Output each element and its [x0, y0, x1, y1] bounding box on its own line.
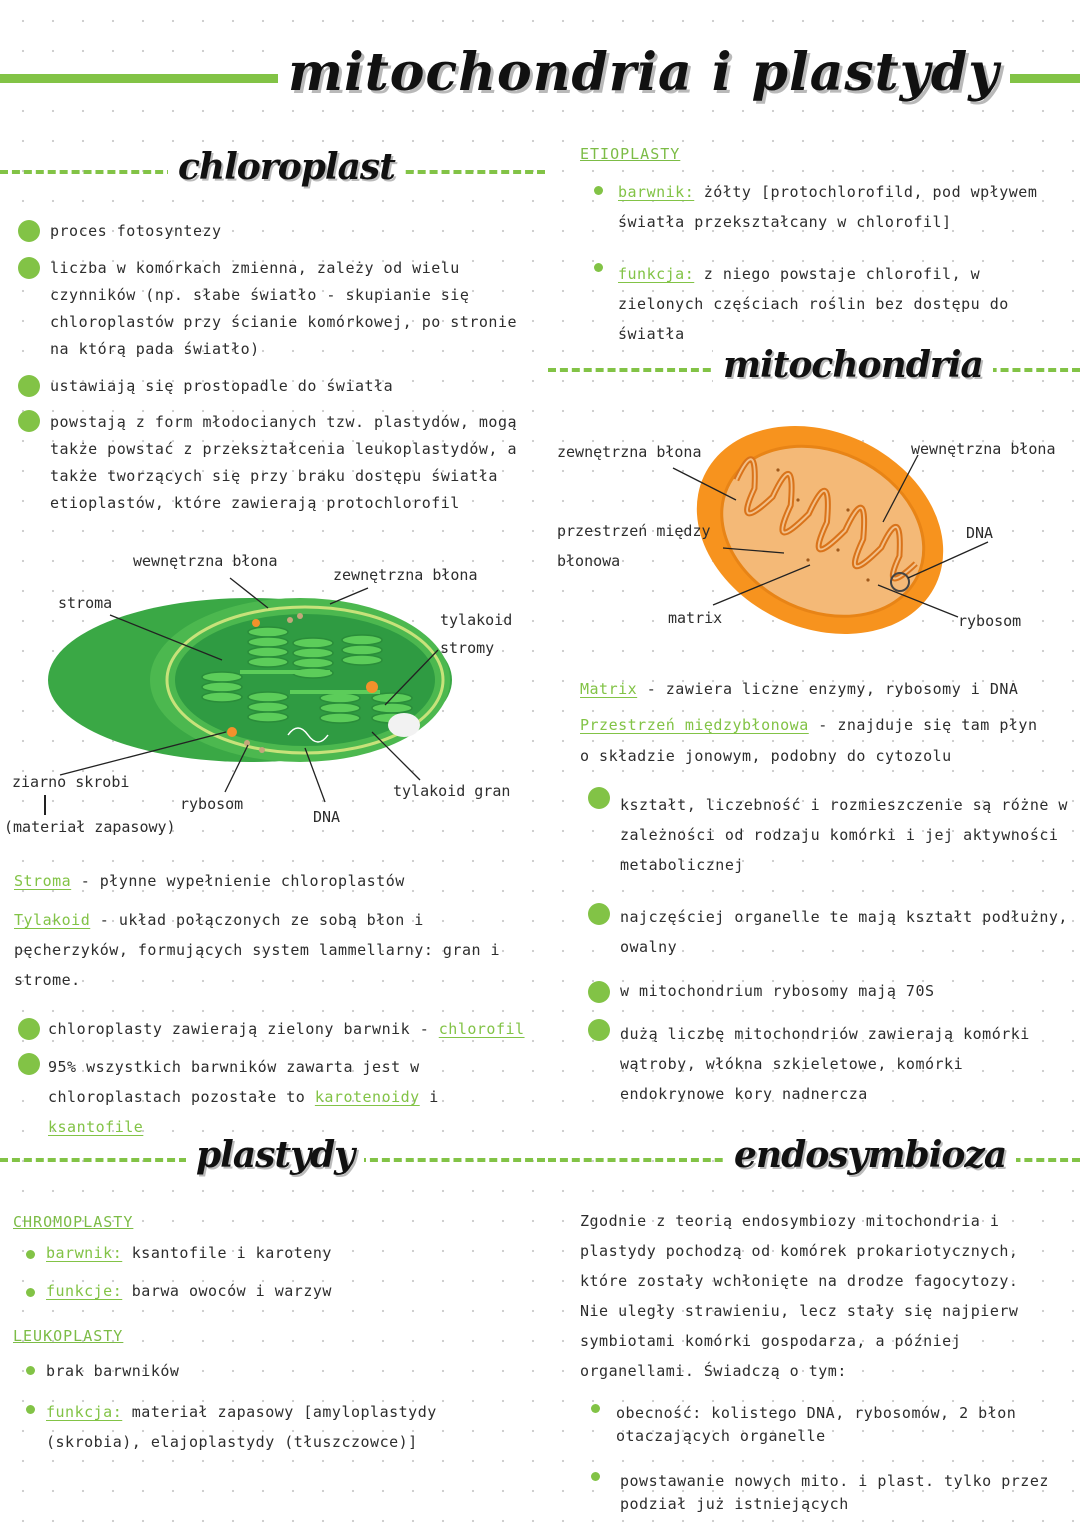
bullet-dot	[18, 257, 40, 279]
chromo-funkcje-label: funkcje:	[46, 1282, 123, 1300]
endosymbioza-bullet-2: powstawanie nowych mito. i plast. tylko przez podział już istniejących	[620, 1472, 1049, 1513]
chromoplasty-barwnik	[46, 1240, 526, 1267]
chromo-funkcje-text: barwa owoców i warzyw	[122, 1282, 332, 1300]
pigments-text: chloroplasty zawierają zielony barwnik -	[48, 1020, 439, 1038]
intermembrane-def: - znajduje się tam płyn o składzie jonowym, podobny do cytozolu	[580, 716, 1038, 765]
bullet-dot	[26, 1288, 35, 1297]
bullet-dot	[26, 1366, 35, 1375]
bullet-dot	[18, 1053, 40, 1075]
bullet-dot	[591, 1404, 600, 1413]
mito-bullet-1: kształt, liczebność i rozmieszczenie są różne w zależności od rodzaju komórki i jej aktywności metabolicznej	[620, 796, 1068, 874]
bullet-dot	[18, 220, 40, 242]
percent-bullet	[48, 1052, 543, 1142]
endosymbioza-bullet-1: obecność: kolistego DNA, rybosomów, 2 błon otaczających organelle	[616, 1404, 1017, 1445]
chloro-label-stroma-thylakoid: tylakoid stromy	[440, 611, 513, 657]
barwnik-text: żółty [protochlorofild, pod wpływem światła przekształcany w chlorofil]	[618, 183, 1038, 231]
chloro-label-inner-membrane: wewnętrzna błona	[133, 552, 278, 570]
bullet-dot	[588, 787, 610, 809]
funkcja-text: z niego powstaje chlorofil, w zielonych częściach roślin bez dostępu do światła	[618, 265, 1009, 343]
stroma-def: - płynne wypełnienie chloroplastów	[71, 872, 405, 890]
chloroplast-bullet-4: powstają z form młodocianych tzw. plastydów, mogą także powstać z przekształcenia leukoplastydów, a także tworzących się przy braku dostępu światła etioplastów, które zawierają protochlorofil	[50, 413, 518, 512]
bullet-dot	[26, 1405, 35, 1414]
bullet-dot	[18, 410, 40, 432]
leuko-funkcja-text: materiał zapasowy [amyloplastydy (skrobia), elajoplastydy (tłuszczowce)]	[46, 1403, 437, 1451]
mito-bullet-2: najczęściej organelle te mają kształt podłużny, owalny	[620, 908, 1068, 956]
karotenoidy-term: karotenoidy	[314, 1088, 420, 1106]
page-title: mitochondria i plastydy	[278, 42, 1010, 103]
chloroplast-bullet-1: proces fotosyntezy	[50, 222, 222, 240]
etioplasty-funkcja	[618, 259, 1068, 349]
mito-label-ribosome: rybosom	[958, 612, 1022, 630]
etioplasty-barwnik	[618, 177, 1068, 237]
leuko-funkcja-label: funkcja:	[46, 1403, 123, 1421]
plastydy-heading: plastydy	[186, 1134, 364, 1176]
bullet-dot	[18, 1018, 40, 1040]
chloroplast-bullet-2: liczba w komórkach zmienna, zależy od wielu czynników (np. słabe światło - skupianie się chloroplastów przy ścianie komórkowej, po stronie na którą pada światło)	[50, 259, 518, 358]
chloro-label-outer-membrane: zewnętrzna błona	[333, 566, 478, 584]
percent-text: 95% wszystkich barwników zawarta jest w chloroplastach pozostałe to	[48, 1058, 420, 1106]
chromoplasty-heading: CHROMOPLASTY	[13, 1213, 134, 1231]
leukoplasty-funkcja	[46, 1397, 466, 1457]
mito-bullet-3: w mitochondrium rybosomy mają 70S	[620, 982, 935, 1000]
matrix-term: Matrix	[580, 680, 638, 698]
chloro-label-ribosome: rybosom	[180, 795, 244, 813]
bullet-dot	[588, 981, 610, 1003]
intermembrane-definition	[580, 710, 1055, 772]
mito-label-outer-membrane: zewnętrzna błona	[557, 443, 702, 461]
chloroplast-heading: chloroplast	[168, 146, 405, 188]
chloro-label-dna: DNA	[313, 808, 341, 826]
bullet-dot	[588, 1019, 610, 1041]
barwnik-label: barwnik:	[618, 183, 695, 201]
chloro-label-grana: tylakoid gran	[393, 782, 511, 800]
percent-and: i	[419, 1088, 439, 1106]
endosymbioza-paragraph: Zgodnie z teorią endosymbiozy mitochondria i plastydy pochodzą od komórek prokariotycznych, które zostały wchłonięte na drodze fagocytozy. Nie uległy strawieniu, lecz stały się najpierw symbiotami komórki gospodarza, a później organellami. Świadczą o tym:	[580, 1212, 1019, 1380]
starch-grain	[388, 713, 420, 737]
matrix-definition	[580, 676, 1075, 703]
tylakoid-definition	[14, 905, 514, 995]
ksantofile-term: ksantofile	[48, 1118, 144, 1136]
chloroplast-diagram	[0, 540, 545, 850]
matrix-def: - zawiera liczne enzymy, rybosomy i DNA	[637, 680, 1019, 698]
bullet-dot	[594, 186, 603, 195]
mito-label-dna: DNA	[966, 524, 994, 542]
leukoplasty-heading: LEUKOPLASTY	[13, 1327, 124, 1345]
tylakoid-term: Tylakoid	[14, 911, 91, 929]
mitochondria-heading: mitochondria	[713, 344, 993, 386]
intermembrane-term: Przestrzeń międzybłonowa	[580, 716, 809, 734]
tylakoid-def: - układ połączonych ze sobą błon i pęcherzyków, formujących system lammellarny: gran i strome.	[14, 911, 501, 989]
chloroplast-bullet-3: ustawiają się prostopadle do światła	[50, 377, 394, 395]
mito-label-intermembrane: przestrzeń między błonowa	[557, 522, 711, 570]
pigments-bullet	[48, 1016, 543, 1043]
etioplasty-heading: ETIOPLASTY	[580, 145, 681, 163]
bullet-dot	[26, 1250, 35, 1259]
leukoplasty-item-1: brak barwników	[46, 1362, 180, 1380]
chromo-barwnik-label: barwnik:	[46, 1244, 123, 1262]
mito-label-matrix: matrix	[668, 609, 723, 627]
chloro-label-starch-note: (materiał zapasowy)	[4, 818, 176, 836]
funkcja-label: funkcja:	[618, 265, 695, 283]
mito-bullet-4: dużą liczbę mitochondriów zawierają komórki wątroby, włókna szkieletowe, komórki endokrynowe kory nadnercza	[620, 1025, 1030, 1103]
chromo-barwnik-text: ksantofile i karoteny	[122, 1244, 332, 1262]
chloro-label-starch: ziarno skrobi	[12, 773, 130, 791]
mito-label-inner-membrane: wewnętrzna błona	[911, 440, 1056, 458]
bullet-dot	[594, 263, 603, 272]
starch-arrow	[44, 795, 46, 815]
bullet-dot	[18, 375, 40, 397]
stroma-definition	[14, 868, 534, 895]
chlorofil-term: chlorofil	[438, 1020, 525, 1038]
chloro-label-stroma: stroma	[58, 594, 113, 612]
chromoplasty-funkcje	[46, 1278, 526, 1305]
bullet-dot	[591, 1472, 600, 1481]
endosymbioza-heading: endosymbioza	[724, 1134, 1016, 1176]
bullet-dot	[588, 903, 610, 925]
stroma-term: Stroma	[14, 872, 72, 890]
